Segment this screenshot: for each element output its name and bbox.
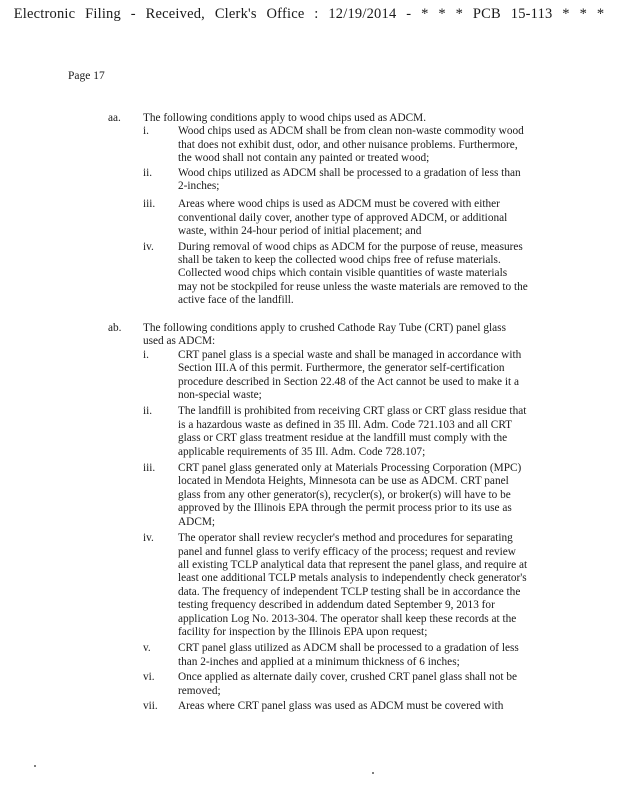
- section-intro: The following conditions apply to crushed Cathode Ray Tube (CRT) panel glass used as ADCM:: [143, 322, 506, 348]
- item-numeral: ii.: [143, 405, 153, 418]
- page-number: Page 17: [68, 70, 105, 82]
- item-numeral: iv.: [143, 240, 154, 253]
- scan-speck: [34, 765, 36, 767]
- list-item: [108, 462, 528, 529]
- condition-list: [108, 125, 528, 307]
- scan-speck: [372, 772, 374, 774]
- list-item: [108, 671, 528, 698]
- item-text: The landfill is prohibited from receiving CRT glass or CRT glass residue that is a hazardous waste as defined in 35 Ill. Adm. Code 721.103 and all CRT glass or CRT glass treatment residue at the landfill must comply with the applicable requirements of 35 Ill. Adm. Code 728.107;: [178, 405, 527, 458]
- item-numeral: iii.: [143, 462, 156, 475]
- item-text: Areas where wood chips is used as ADCM must be covered with either conventional daily cover, another type of approved ADCM, or additional waste, within 24-hour period of initial placement; and: [178, 198, 508, 238]
- item-text: Once applied as alternate daily cover, crushed CRT panel glass shall not be removed;: [178, 671, 518, 697]
- item-text: CRT panel glass utilized as ADCM shall be processed to a gradation of less than 2-inches and applied at a minimum thickness of 6 inches;: [178, 642, 519, 668]
- list-item: [108, 642, 528, 669]
- list-item: [108, 532, 528, 639]
- section-intro: The following conditions apply to wood chips used as ADCM.: [143, 112, 427, 124]
- item-text: Areas where CRT panel glass was used as ADCM must be covered with: [178, 699, 504, 712]
- condition-list: [108, 349, 528, 714]
- list-item: [108, 405, 528, 459]
- item-text: CRT panel glass generated only at Materials Processing Corporation (MPC) located in Mendota Heights, Minnesota can be use as ADCM. CRT panel glass from any other generator(s), recycler(s), or broker(s) will have to be approved by the Illinois EPA through the permit process prior to its use as ADCM;: [178, 462, 522, 528]
- section-label: aa.: [108, 112, 121, 124]
- item-text: CRT panel glass is a special waste and shall be managed in accordance with Section III.A of this permit. Furthermore, the generator self-certification procedure described in Section 22.48 of the Act cannot be used to make it a non-special waste;: [178, 348, 522, 402]
- item-numeral: i.: [143, 125, 149, 138]
- item-numeral: ii.: [143, 166, 153, 179]
- section-ab: [108, 322, 528, 713]
- list-item: [108, 700, 528, 713]
- filing-stamp-header: Electronic Filing - Received, Clerk's Office : 12/19/2014 - * * * PCB 15-113 * * *: [13, 6, 605, 22]
- item-numeral: iii.: [143, 198, 156, 211]
- item-numeral: v.: [143, 642, 151, 655]
- item-text: During removal of wood chips as ADCM for the purpose of reuse, measures shall be taken to keep the collected wood chips free of refuse materials. Collected wood chips which contain visible quantities of waste materials may not be stockpiled for reuse unless the waste materials are removed to the active face of the landfill.: [178, 240, 528, 307]
- list-item: [108, 241, 528, 308]
- section-aa: [108, 112, 528, 308]
- item-numeral: i.: [143, 348, 149, 361]
- item-numeral: iv.: [143, 532, 154, 545]
- item-numeral: vii.: [143, 699, 158, 712]
- item-text: The operator shall review recycler's method and procedures for separating panel and funnel glass to verify efficacy of the process; request and review all existing TCLP analytical data that represent the panel glass, and require at least one additional TCLP metals analysis to independently check generator's data. The frequency of independent TCLP testing shall be in accordance the testing frequency described in addendum dated September 9, 2013 for application Log No. 2013-304. The operator shall keep these records at the facility for inspection by the Illinois EPA upon request;: [178, 532, 528, 638]
- item-text: Wood chips used as ADCM shall be from clean non-waste commodity wood that does not exhibit dust, odor, and other nuisance problems. Furthermore, the wood shall not contain any painted or treated wood;: [178, 125, 524, 165]
- item-numeral: vi.: [143, 671, 155, 684]
- list-item: [108, 125, 528, 165]
- list-item: [108, 349, 528, 403]
- item-text: Wood chips utilized as ADCM shall be processed to a gradation of less than 2-inches;: [178, 166, 521, 193]
- list-item: [108, 167, 528, 194]
- list-item: [108, 198, 528, 238]
- section-label: ab.: [108, 322, 122, 334]
